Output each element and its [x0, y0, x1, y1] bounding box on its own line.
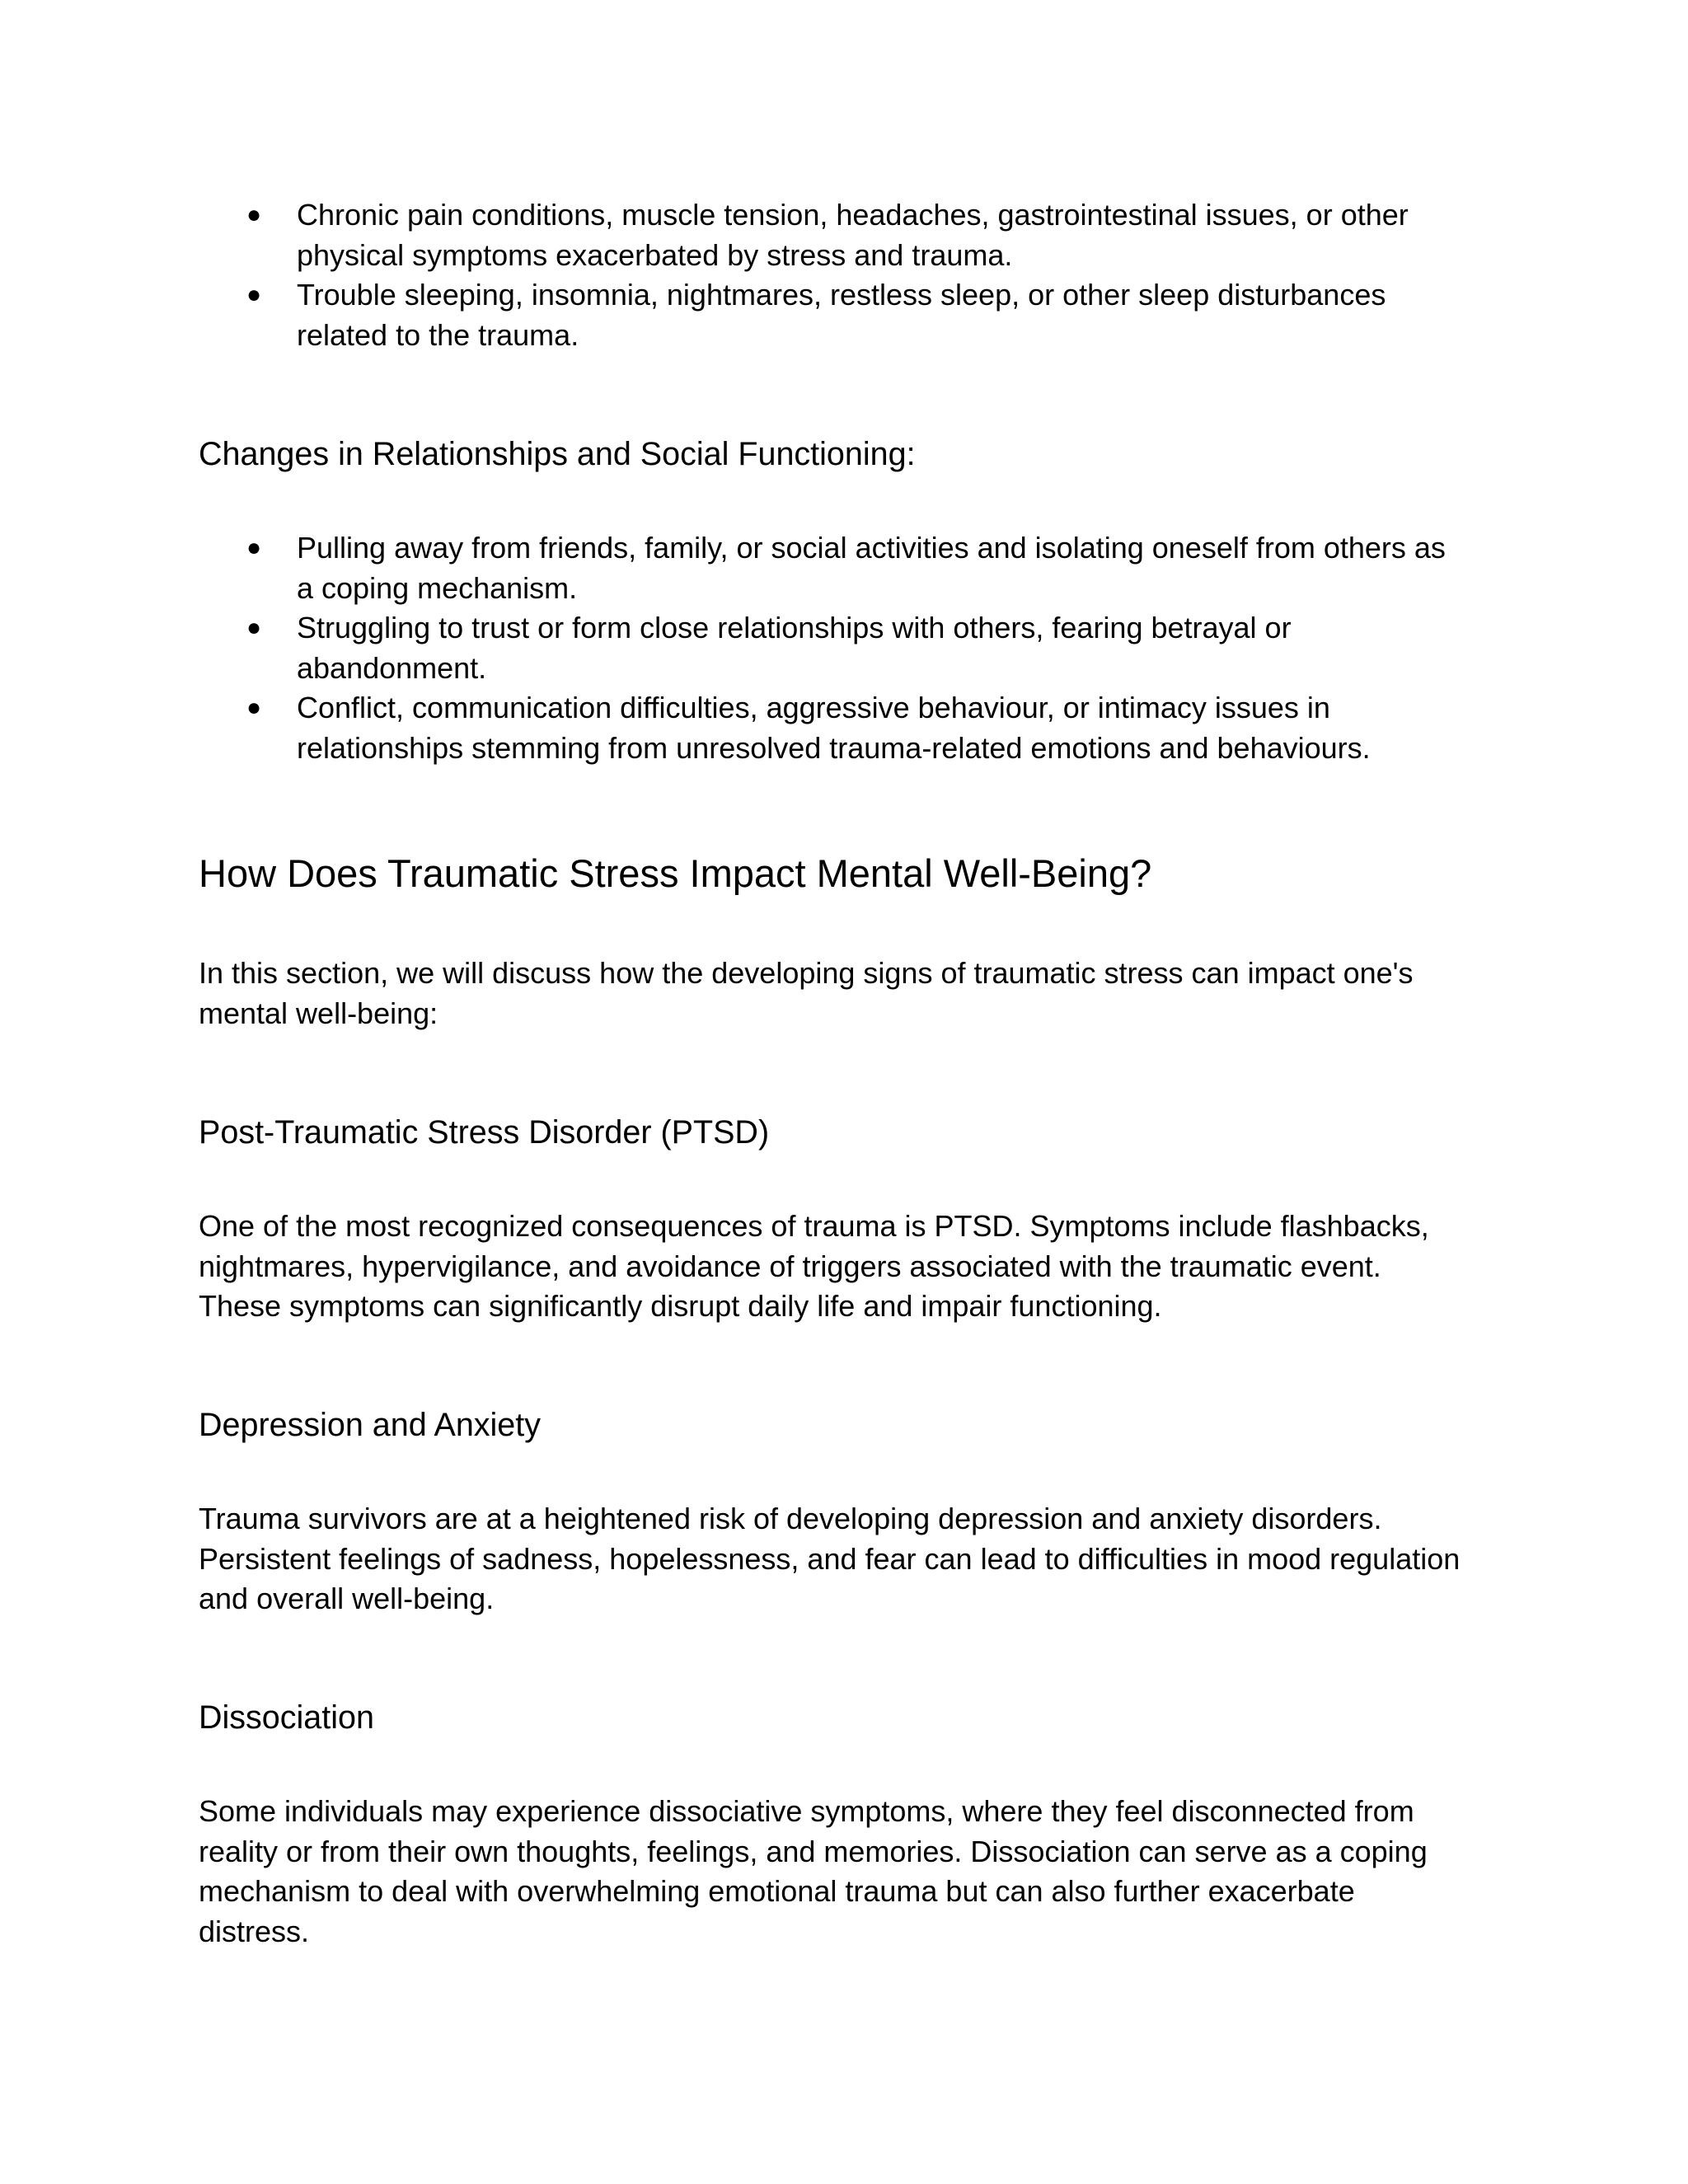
list-item-line: abandonment. — [297, 650, 487, 685]
bullet-icon: ● — [246, 614, 262, 641]
paragraph-line: mechanism to deal with overwhelming emotional trauma but can also further exacerbate — [199, 1874, 1355, 1908]
list-item — [0, 528, 1446, 608]
depression-paragraph — [199, 1499, 1501, 1619]
paragraph-line: These symptoms can significantly disrupt daily life and impair functioning. — [199, 1289, 1162, 1323]
list-item-line: Conflict, communication difficulties, aggressive behaviour, or intimacy issues in — [297, 691, 1330, 724]
list-item-line: Chronic pain conditions, muscle tension, headaches, gastrointestinal issues, or other — [297, 198, 1409, 232]
relationships-list — [0, 528, 1446, 768]
bullet-icon: ● — [246, 534, 262, 561]
paragraph-line: mental well-being: — [199, 996, 438, 1030]
bullet-icon: ● — [246, 281, 262, 308]
list-item — [0, 275, 1409, 355]
ptsd-heading: Post-Traumatic Stress Disorder (PTSD) — [199, 1114, 770, 1151]
ptsd-paragraph — [199, 1207, 1501, 1327]
list-item — [0, 688, 1446, 768]
list-item-line: Trouble sleeping, insomnia, nightmares, restless sleep, or other sleep disturbances — [297, 278, 1386, 312]
list-item-line: a coping mechanism. — [297, 570, 578, 605]
list-item-line: related to the trauma. — [297, 317, 579, 352]
paragraph-line: and overall well-being. — [199, 1582, 495, 1615]
paragraph-line: nightmares, hypervigilance, and avoidance of triggers associated with the traumatic event. — [199, 1249, 1381, 1283]
impact-section-heading: How Does Traumatic Stress Impact Mental Well-Being? — [199, 851, 1152, 895]
depression-heading: Depression and Anxiety — [199, 1407, 542, 1443]
paragraph-line: In this section, we will discuss how the developing signs of traumatic stress can impact one's — [199, 956, 1414, 990]
list-item-line: Pulling away from friends, family, or social activities and isolating oneself from others as — [297, 531, 1446, 565]
list-item — [0, 195, 1409, 275]
bullet-icon: ● — [246, 201, 262, 228]
dissociation-heading: Dissociation — [199, 1699, 374, 1736]
paragraph-line: One of the most recognized consequences of trauma is PTSD. Symptoms include flashbacks, — [199, 1209, 1429, 1243]
list-item-line: relationships stemming from unresolved trauma-related emotions and behaviours. — [297, 730, 1371, 765]
paragraph-line: Persistent feelings of sadness, hopelessness, and fear can lead to difficulties in mood regulation — [199, 1541, 1461, 1576]
dissociation-paragraph — [199, 1792, 1501, 1952]
impact-intro-paragraph — [199, 954, 1501, 1033]
relationships-heading: Changes in Relationships and Social Functioning: — [199, 436, 916, 472]
paragraph-line: distress. — [199, 1914, 310, 1948]
bullet-icon: ● — [246, 694, 262, 721]
list-item-line: physical symptoms exacerbated by stress and trauma. — [297, 237, 1013, 272]
paragraph-line: Some individuals may experience dissociative symptoms, where they feel disconnected from — [199, 1794, 1414, 1828]
list-item — [0, 608, 1446, 688]
paragraph-line: Trauma survivors are at a heightened risk of developing depression and anxiety disorders. — [199, 1502, 1382, 1535]
physical-symptoms-list — [0, 195, 1409, 355]
list-item-line: Struggling to trust or form close relationships with others, fearing betrayal or — [297, 611, 1292, 644]
paragraph-line: reality or from their own thoughts, feelings, and memories. Dissociation can serve as a coping — [199, 1834, 1428, 1868]
